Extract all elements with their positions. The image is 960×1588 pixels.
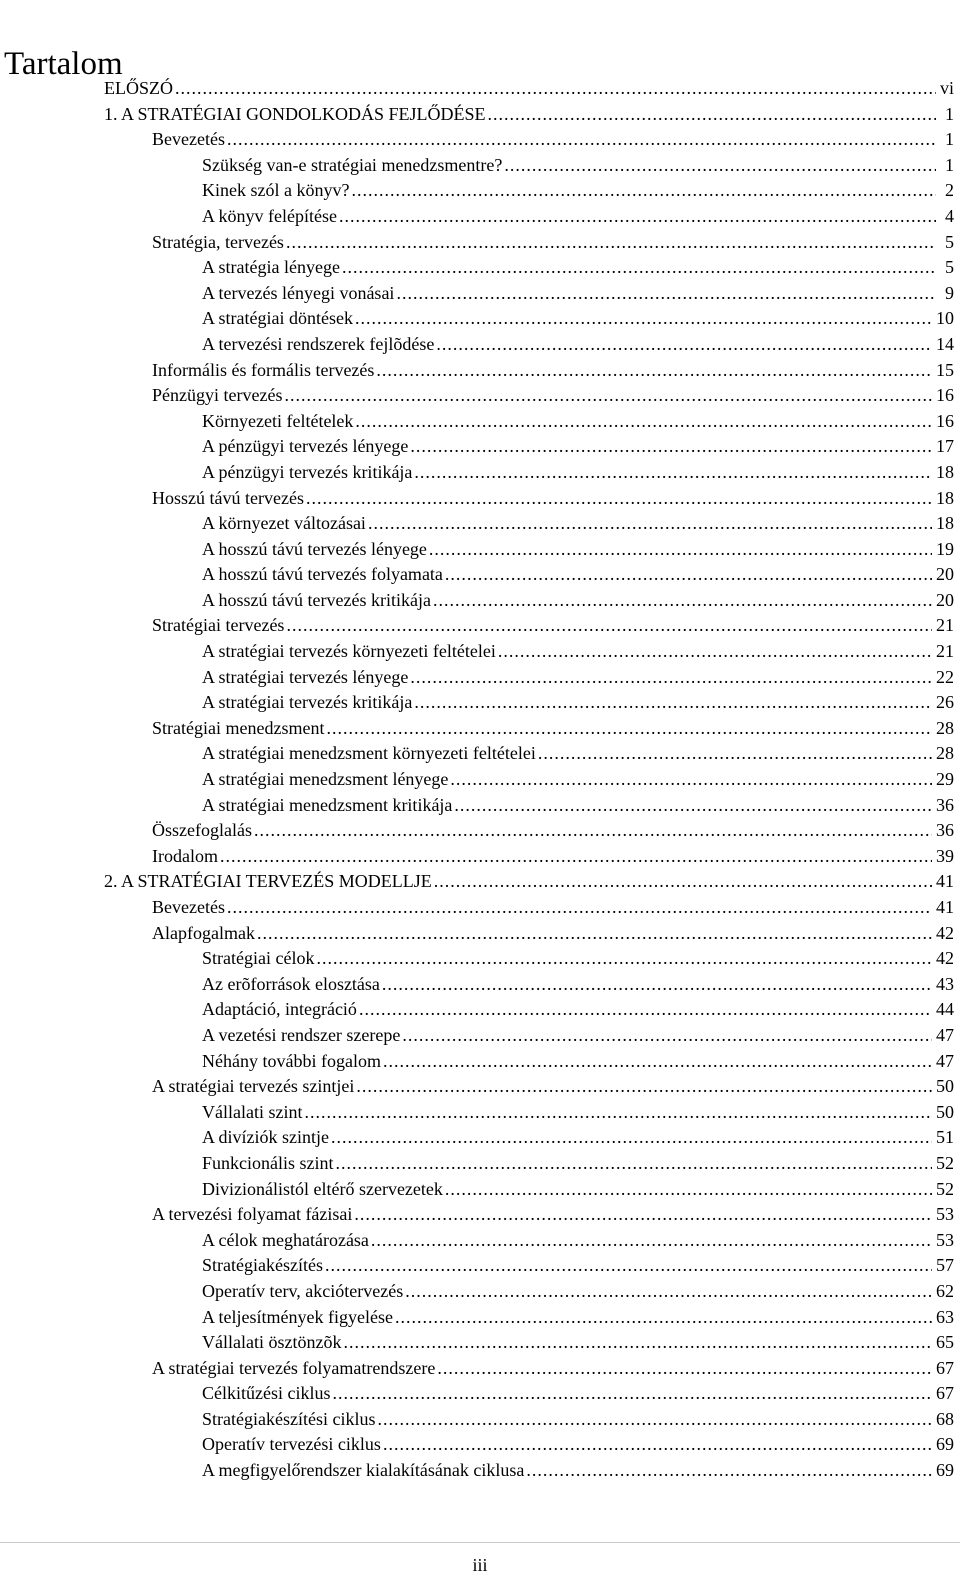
toc-entry[interactable] [104, 1049, 954, 1075]
toc-entry[interactable] [104, 895, 954, 921]
toc-entry-page: 50 [936, 1101, 954, 1122]
toc-dot-leader [356, 1074, 932, 1100]
toc-entry[interactable] [104, 562, 954, 588]
toc-dot-leader [304, 1100, 932, 1126]
toc-entry[interactable] [104, 997, 954, 1023]
toc-entry-label: A stratégiai menedzsment környezeti feltételei [202, 743, 536, 764]
toc-dot-leader [254, 818, 932, 844]
toc-entry[interactable] [104, 1381, 954, 1407]
toc-entry-page: 50 [936, 1076, 954, 1097]
toc-entry-label: Stratégiakészítés [202, 1255, 323, 1276]
table-of-contents [104, 76, 954, 1484]
toc-entry[interactable] [104, 460, 954, 486]
toc-dot-leader [450, 767, 932, 793]
toc-entry[interactable] [104, 153, 954, 179]
toc-dot-leader [454, 793, 932, 819]
toc-entry[interactable] [104, 1432, 954, 1458]
toc-entry[interactable] [104, 358, 954, 384]
toc-dot-leader [368, 511, 932, 537]
toc-entry[interactable] [104, 844, 954, 870]
toc-dot-leader [336, 1151, 933, 1177]
toc-entry[interactable] [104, 1407, 954, 1433]
toc-entry[interactable] [104, 767, 954, 793]
toc-dot-leader [410, 665, 932, 691]
toc-dot-leader [227, 895, 932, 921]
toc-entry-label: Stratégiai menedzsment [152, 717, 325, 738]
toc-dot-leader [429, 537, 932, 563]
toc-entry-page: 1 [945, 103, 954, 124]
toc-dot-leader [433, 588, 932, 614]
toc-entry-page: 69 [936, 1434, 954, 1455]
toc-entry[interactable] [104, 1023, 954, 1049]
toc-entry-page: 9 [945, 282, 954, 303]
toc-dot-leader [410, 434, 932, 460]
toc-entry-page: 52 [936, 1178, 954, 1199]
toc-dot-leader [286, 230, 936, 256]
toc-entry-page: 36 [936, 820, 954, 841]
toc-entry-page: 57 [936, 1255, 954, 1276]
toc-entry[interactable] [104, 1074, 954, 1100]
toc-entry[interactable] [104, 255, 954, 281]
toc-dot-leader [257, 921, 932, 947]
toc-dot-leader [437, 1356, 932, 1382]
toc-entry-label: 1. A STRATÉGIAI GONDOLKODÁS FEJLŐDÉSE [104, 103, 486, 124]
toc-dot-leader [396, 281, 936, 307]
toc-entry-label: A pénzügyi tervezés lényege [202, 436, 409, 457]
toc-entry-page: 18 [936, 487, 954, 508]
toc-entry[interactable] [104, 921, 954, 947]
toc-entry-label: Vállalati szint [202, 1101, 303, 1122]
toc-entry-page: 67 [936, 1357, 954, 1378]
toc-entry-label: A pénzügyi tervezés kritikája [202, 461, 413, 482]
toc-entry-page: 65 [936, 1332, 954, 1353]
toc-entry-label: A tervezési rendszerek fejlõdése [202, 333, 435, 354]
toc-dot-leader [326, 716, 932, 742]
toc-entry-label: A divíziók szintje [202, 1127, 329, 1148]
toc-entry[interactable] [104, 869, 954, 895]
toc-entry-label: ELŐSZÓ [104, 78, 173, 98]
toc-entry[interactable] [104, 1177, 954, 1203]
toc-dot-leader [382, 972, 932, 998]
toc-dot-leader [377, 1407, 932, 1433]
toc-entry-page: 22 [936, 666, 954, 687]
toc-dot-leader [395, 1305, 932, 1331]
toc-dot-leader [538, 741, 932, 767]
toc-entry-label: A stratégiai döntések [202, 308, 353, 329]
toc-entry-label: A tervezés lényegi vonásai [202, 282, 395, 303]
toc-entry[interactable] [104, 127, 954, 153]
toc-entry-label: A könyv felépítése [202, 205, 337, 226]
toc-entry-label: A stratégiai tervezés kritikája [202, 692, 413, 713]
toc-entry-page: 20 [936, 564, 954, 585]
toc-dot-leader [339, 204, 936, 230]
toc-entry-page: 42 [936, 922, 954, 943]
toc-entry[interactable] [104, 486, 954, 512]
toc-entry[interactable] [104, 1100, 954, 1126]
toc-dot-leader [488, 102, 936, 128]
toc-entry-page: 52 [936, 1152, 954, 1173]
toc-entry-label: 2. A STRATÉGIAI TERVEZÉS MODELLJE [104, 871, 432, 892]
toc-entry-label: Operatív tervezési ciklus [202, 1434, 381, 1455]
toc-entry-page: 19 [936, 538, 954, 559]
toc-dot-leader [351, 178, 936, 204]
toc-dot-leader [342, 255, 936, 281]
toc-entry-label: Informális és formális tervezés [152, 359, 375, 380]
toc-entry-label: Összefoglalás [152, 820, 252, 841]
toc-dot-leader [434, 869, 932, 895]
toc-entry-page: 5 [945, 231, 954, 252]
page-divider [0, 1542, 960, 1543]
toc-dot-leader [354, 1202, 932, 1228]
toc-dot-leader [331, 1125, 932, 1151]
toc-entry-label: Szükség van-e stratégiai menedzsmentre? [202, 154, 503, 175]
toc-entry-page: 28 [936, 743, 954, 764]
toc-entry-page: 21 [936, 615, 954, 636]
toc-entry-page: 20 [936, 589, 954, 610]
toc-entry[interactable] [104, 383, 954, 409]
toc-dot-leader [445, 562, 932, 588]
toc-entry[interactable] [104, 1356, 954, 1382]
toc-entry-label: Operatív terv, akciótervezés [202, 1280, 404, 1301]
toc-entry[interactable] [104, 1151, 954, 1177]
toc-entry-page: 15 [936, 359, 954, 380]
toc-entry-page: 47 [936, 1024, 954, 1045]
toc-entry-page: 29 [936, 769, 954, 790]
toc-dot-leader [383, 1049, 932, 1075]
toc-entry-label: A megfigyelőrendszer kialakításának ciklusa [202, 1460, 525, 1481]
toc-entry[interactable] [104, 537, 954, 563]
toc-dot-leader [526, 1458, 932, 1484]
toc-entry[interactable] [104, 1305, 954, 1331]
toc-entry-page: 5 [945, 257, 954, 278]
toc-dot-leader [405, 1279, 932, 1305]
toc-entry-page: 16 [936, 385, 954, 406]
toc-dot-leader [436, 332, 932, 358]
toc-dot-leader [498, 639, 932, 665]
toc-entry-page: 18 [936, 513, 954, 534]
toc-dot-leader [376, 358, 932, 384]
toc-entry[interactable] [104, 972, 954, 998]
toc-entry-label: Az erõforrások elosztása [202, 973, 380, 994]
toc-entry[interactable] [104, 588, 954, 614]
toc-entry-label: Kinek szól a könyv? [202, 180, 350, 201]
toc-entry-label: Célkitűzési ciklus [202, 1383, 331, 1404]
toc-entry-page: 39 [936, 845, 954, 866]
toc-dot-leader [284, 383, 932, 409]
toc-entry[interactable] [104, 306, 954, 332]
toc-entry-page: 26 [936, 692, 954, 713]
toc-entry[interactable] [104, 1228, 954, 1254]
toc-entry[interactable] [104, 613, 954, 639]
toc-entry[interactable] [104, 818, 954, 844]
page-number: iii [472, 1555, 488, 1575]
toc-dot-leader [359, 997, 932, 1023]
toc-entry-page: 63 [936, 1306, 954, 1327]
toc-entry-page: vi [939, 78, 954, 98]
toc-dot-leader [504, 153, 936, 179]
toc-entry-label: A stratégiai menedzsment kritikája [202, 794, 453, 815]
toc-dot-leader [286, 613, 932, 639]
toc-entry-page: 43 [936, 973, 954, 994]
toc-entry[interactable] [104, 1458, 954, 1484]
toc-dot-leader [220, 844, 932, 870]
toc-entry-label: Bevezetés [152, 129, 225, 150]
toc-entry-label: A hosszú távú tervezés folyamata [202, 564, 443, 585]
toc-entry-page: 41 [936, 897, 954, 917]
toc-entry-page: 67 [936, 1383, 954, 1404]
toc-entry[interactable] [104, 639, 954, 665]
toc-dot-leader [402, 1023, 932, 1049]
toc-entry-page: 14 [936, 333, 954, 354]
toc-entry-page: 62 [936, 1280, 954, 1301]
toc-entry-page: 41 [936, 871, 954, 892]
toc-entry[interactable] [104, 1125, 954, 1151]
toc-entry-label: Hosszú távú tervezés [152, 487, 304, 508]
toc-dot-leader [355, 409, 932, 435]
toc-entry-page: 53 [936, 1229, 954, 1250]
toc-entry-label: Stratégiakészítési ciklus [202, 1408, 376, 1429]
toc-entry[interactable] [104, 102, 954, 128]
toc-dot-leader [414, 460, 932, 486]
toc-dot-leader [414, 690, 932, 716]
toc-entry-label: Stratégiai célok [202, 948, 315, 969]
toc-entry-label: Bevezetés [152, 897, 225, 917]
toc-entry[interactable] [104, 716, 954, 742]
toc-entry-label: Stratégiai tervezés [152, 615, 285, 636]
toc-entry-page: 68 [936, 1408, 954, 1429]
toc-entry-page: 69 [936, 1460, 954, 1481]
toc-entry-label: Néhány további fogalom [202, 1050, 381, 1071]
toc-entry[interactable] [104, 230, 954, 256]
toc-dot-leader [316, 946, 932, 972]
toc-entry-page: 10 [936, 308, 954, 329]
toc-entry-page: 47 [936, 1050, 954, 1071]
toc-entry-page: 4 [945, 205, 954, 226]
toc-entry-page: 53 [936, 1204, 954, 1225]
toc-entry-page: 2 [945, 180, 954, 201]
toc-entry-label: Stratégia, tervezés [152, 231, 284, 252]
toc-entry[interactable] [104, 665, 954, 691]
toc-entry-label: A tervezési folyamat fázisai [152, 1204, 353, 1225]
toc-dot-leader [325, 1253, 932, 1279]
toc-entry-label: Vállalati ösztönzõk [202, 1332, 342, 1353]
toc-entry-label: A stratégia lényege [202, 257, 340, 278]
toc-dot-leader [227, 127, 936, 153]
page-title: Tartalom [4, 46, 123, 82]
toc-entry-page: 28 [936, 717, 954, 738]
toc-entry[interactable] [104, 741, 954, 767]
toc-entry[interactable] [104, 409, 954, 435]
toc-entry-label: Irodalom [152, 845, 218, 866]
toc-entry[interactable] [104, 76, 954, 102]
toc-entry[interactable] [104, 946, 954, 972]
toc-entry-label: A stratégiai menedzsment lényege [202, 769, 449, 790]
toc-entry-label: A hosszú távú tervezés kritikája [202, 589, 431, 610]
toc-entry[interactable] [104, 1330, 954, 1356]
toc-entry[interactable] [104, 1253, 954, 1279]
toc-entry[interactable] [104, 332, 954, 358]
toc-dot-leader [332, 1381, 932, 1407]
toc-entry-label: A teljesítmények figyelése [202, 1306, 393, 1327]
toc-entry-label: Divizionálistól eltérő szervezetek [202, 1178, 443, 1199]
toc-entry-page: 18 [936, 461, 954, 482]
toc-dot-leader [383, 1432, 932, 1458]
toc-entry[interactable] [104, 204, 954, 230]
toc-entry[interactable] [104, 1202, 954, 1228]
toc-entry-label: Környezeti feltételek [202, 410, 354, 431]
toc-entry-page: 1 [945, 154, 954, 175]
toc-entry[interactable] [104, 793, 954, 819]
toc-entry-page: 16 [936, 410, 954, 431]
toc-entry-page: 21 [936, 641, 954, 662]
toc-entry[interactable] [104, 1279, 954, 1305]
toc-entry-label: A stratégiai tervezés lényege [202, 666, 409, 687]
toc-entry-label: A stratégiai tervezés folyamatrendszere [152, 1357, 436, 1378]
toc-entry[interactable] [104, 178, 954, 204]
toc-entry-label: A célok meghatározása [202, 1229, 369, 1250]
toc-entry-page: 36 [936, 794, 954, 815]
toc-entry[interactable] [104, 690, 954, 716]
toc-entry-label: Pénzügyi tervezés [152, 385, 283, 406]
toc-entry-page: 1 [945, 129, 954, 150]
toc-entry-page: 42 [936, 948, 954, 969]
toc-dot-leader [343, 1330, 932, 1356]
toc-entry-label: A hosszú távú tervezés lényege [202, 538, 427, 559]
toc-dot-leader [445, 1177, 932, 1203]
toc-entry[interactable] [104, 511, 954, 537]
toc-entry-page: 44 [936, 999, 954, 1020]
toc-entry[interactable] [104, 434, 954, 460]
toc-entry-label: Funkcionális szint [202, 1152, 334, 1173]
toc-entry-label: A környezet változásai [202, 513, 366, 534]
toc-entry-label: Alapfogalmak [152, 922, 255, 943]
toc-entry-label: Adaptáció, integráció [202, 999, 357, 1020]
toc-entry-label: A stratégiai tervezés környezeti feltételei [202, 641, 496, 662]
toc-dot-leader [355, 306, 932, 332]
toc-entry[interactable] [104, 281, 954, 307]
toc-dot-leader [306, 486, 932, 512]
toc-dot-leader [175, 76, 936, 102]
toc-entry-label: A stratégiai tervezés szintjei [152, 1076, 355, 1097]
toc-dot-leader [371, 1228, 932, 1254]
toc-entry-label: A vezetési rendszer szerepe [202, 1024, 401, 1045]
toc-entry-page: 17 [936, 436, 954, 457]
toc-entry-page: 51 [936, 1127, 954, 1148]
